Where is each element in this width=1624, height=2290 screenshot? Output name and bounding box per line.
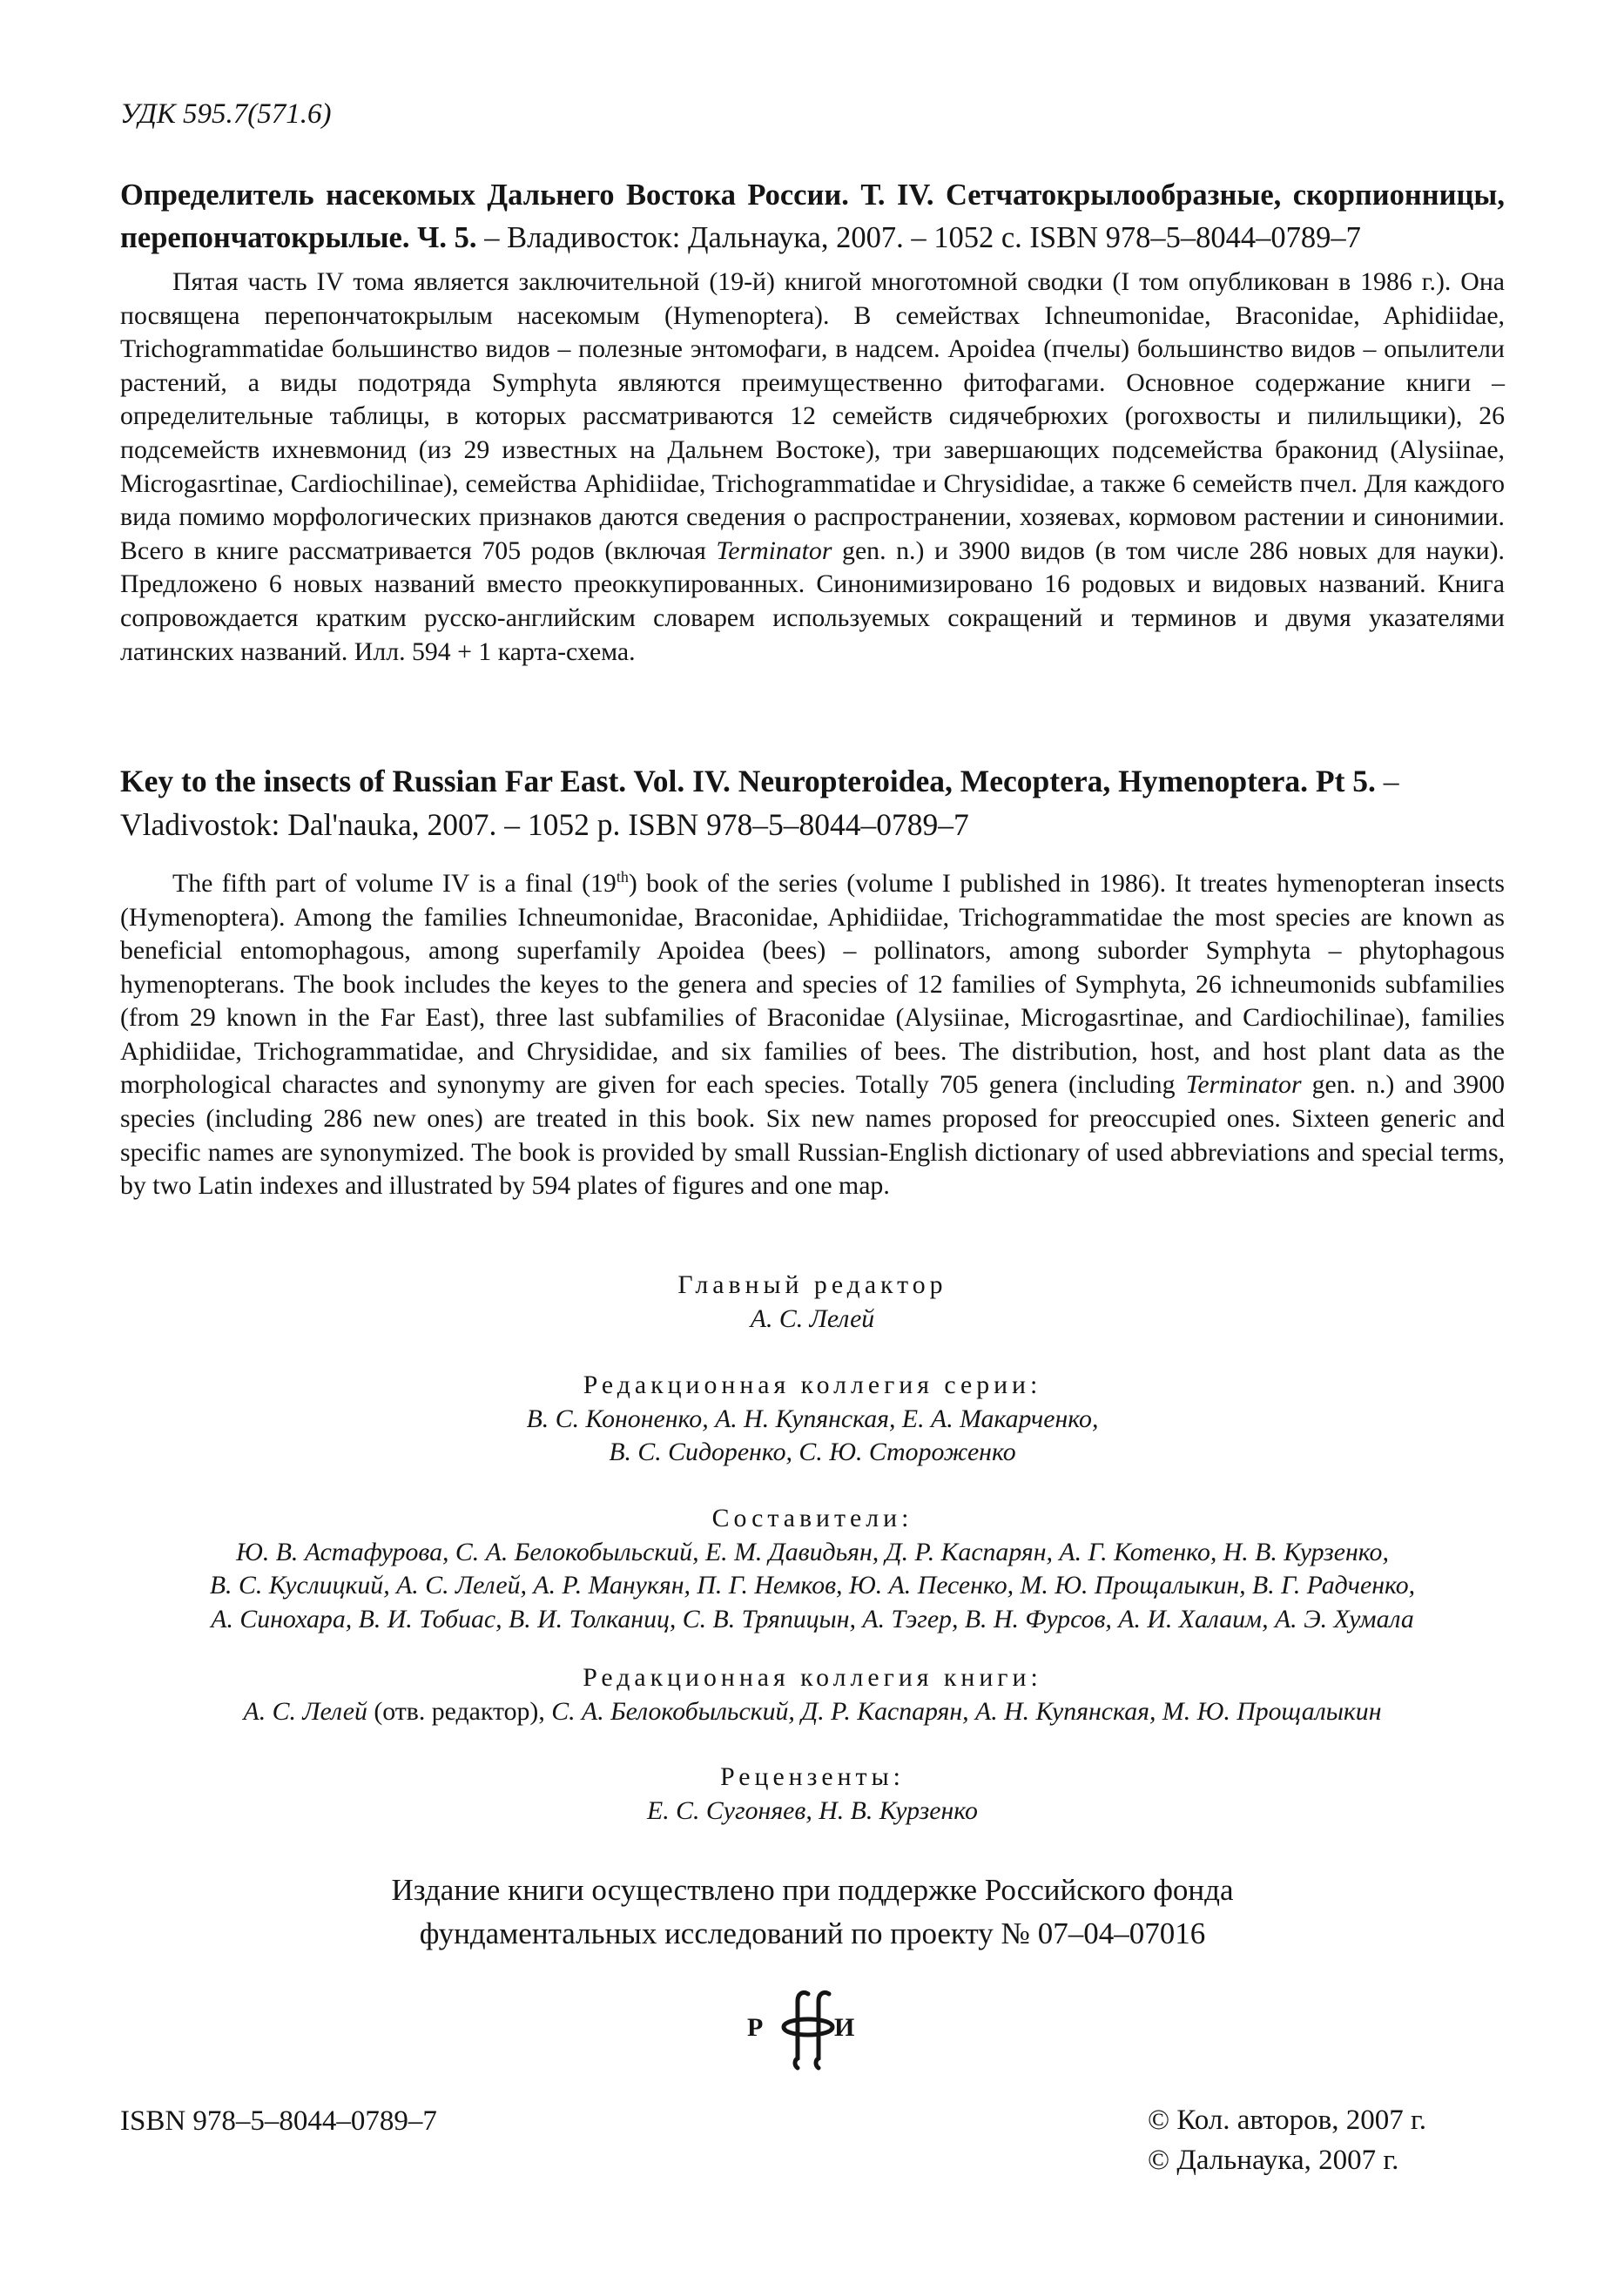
udc-code: УДК 595.7(571.6): [120, 98, 332, 130]
series-board-label: Редакционная коллегия серии:: [583, 1371, 1042, 1399]
english-citation-title: Key to the insects of Russian Far East. Vol. IV. Neuropteroidea, Mecoptera, Hymenoptera. Pt 5.: [120, 764, 1376, 798]
english-abstract-text-2: ) book of the series (volume I published in 1986). It treates hymenopteran insects (Hymenoptera). Among the families Ichneumonidae, Braconidae, Aphidiidae, Trichogrammatidae the most species are known as beneficial entomophagous, among superfamily Apoidea (bees) – pollinators, among suborder Symphyta – phytophagous hymenopterans. The book includes the keyes to the genera and species of 12 families of Symphyta, 26 ichneumonids subfamilies (from 29 known in the Far East), three last subfamilies of Braconidae (Alysiinae, Microgasrtinae, and Cardiochilinae), families Aphidiidae, Trichogrammatidae, and Chrysididae, and six families of bees. The distribution, host, and host plant data as the morphological charactes and synonymy are given for each species. Totally 705 genera (including: [120, 868, 1505, 1100]
russian-abstract-genus: Terminator: [716, 535, 832, 565]
funding-line-2: фундаментальных исследований по проекту № 07–04–07016: [419, 1916, 1206, 1950]
russian-citation: [120, 174, 1505, 259]
series-board-line-1: В. С. Кононенко, А. Н. Купянская, Е. А. Макарченко,: [526, 1404, 1099, 1433]
reviewers-section: [120, 1761, 1505, 1828]
book-board-chief: А. С. Лелей: [243, 1696, 367, 1726]
russian-abstract-text-2: gen. n.) и 3900 видов (в том числе 286 новых для науки). Предложено 6 новых названий вместо преоккупированных. Синонимизировано 16 родовых и видовых названий. Книга сопровождается кратким русско-английским словарем используемых сокращений и терминов и двумя указателями латинских названий. Илл. 594 + 1 карта-схема.: [120, 535, 1505, 666]
compilers-line-1: Ю. В. Астафурова, С. А. Белокобыльский, Е. М. Давидьян, Д. Р. Каспарян, А. Г. Котенко, Н. В. Курзенко,: [236, 1537, 1389, 1566]
copyright-block: [1148, 2100, 1426, 2180]
compilers-section: [120, 1502, 1505, 1636]
rffi-logo-mark: [784, 1992, 832, 2068]
russian-abstract: [120, 266, 1505, 669]
rffi-logo-letter-left: Р: [747, 2013, 764, 2042]
english-citation-dash: –: [1375, 764, 1399, 798]
funding-note: [120, 1869, 1505, 1956]
english-citation-details: Vladivostok: Dal'nauka, 2007. – 1052 p. ISBN 978–5–8044–0789–7: [120, 807, 969, 842]
rffi-logo-letter-right: И: [834, 2013, 855, 2042]
russian-citation-title: Определитель насекомых Дальнего Востока России. Т. IV. Сетчатокрылообразные, скорпионницы, перепончатокрылые. Ч. 5.: [120, 178, 1505, 254]
reviewers-label: Рецензенты:: [720, 1762, 905, 1791]
english-citation: [120, 759, 1505, 846]
copyright-publisher: © Дальнаука, 2007 г.: [1148, 2145, 1399, 2176]
isbn-footer: ISBN 978–5–8044–0789–7: [120, 2105, 437, 2137]
series-board-section: [120, 1369, 1505, 1470]
english-abstract: [120, 860, 1505, 1203]
english-abstract-genus: Terminator: [1185, 1070, 1302, 1100]
book-board-members: С. А. Белокобыльский, Д. Р. Каспарян, А. Н. Купянская, М. Ю. Прощалыкин: [551, 1696, 1382, 1726]
funding-line-1: Издание книги осуществлено при поддержке Российского фонда: [391, 1873, 1234, 1907]
chief-editor-label: Главный редактор: [677, 1270, 947, 1299]
russian-citation-details: – Владивосток: Дальнаука, 2007. – 1052 с. ISBN 978–5–8044–0789–7: [476, 221, 1361, 254]
english-abstract-text-1: The fifth part of volume IV is a final (19: [172, 868, 617, 898]
chief-editor-name: А. С. Лелей: [750, 1303, 875, 1333]
book-board-label: Редакционная коллегия книги:: [583, 1663, 1042, 1692]
english-abstract-text-3: gen. n.) and 3900 species (including 286 new ones) are treated in this book. Six new names proposed for preoccupied ones. Sixteen generic and specific names are synonymized. The book is provided by small Russian-English dictionary of used abbreviations and special terms, by two Latin indexes and illustrated by 594 plates of figures and one map.: [120, 1070, 1506, 1201]
english-abstract-superscript: th: [616, 868, 629, 886]
compilers-line-3: А. Синохара, В. И. Тобиас, В. И. Толканиц, С. В. Тряпицын, А. Тэгер, В. Н. Фурсов, А. И. Халаим, А. Э. Хумала: [211, 1604, 1414, 1633]
copyright-authors: © Кол. авторов, 2007 г.: [1148, 2105, 1427, 2136]
chief-editor-section: [120, 1269, 1505, 1336]
book-board-section: [120, 1661, 1505, 1728]
rffi-logo: [740, 1985, 879, 2072]
compilers-line-2: В. С. Куслицкий, А. С. Лелей, А. Р. Манукян, П. Г. Немков, Ю. А. Песенко, М. Ю. Прощалыкин, В. Г. Радченко,: [209, 1571, 1416, 1600]
series-board-line-2: В. С. Сидоренко, С. Ю. Стороженко: [609, 1438, 1016, 1466]
book-board-note: (отв. редактор),: [367, 1696, 552, 1726]
compilers-label: Составители:: [711, 1504, 913, 1532]
russian-abstract-text-1: Пятая часть IV тома является заключительной (19-й) книгой многотомной сводки (I том опубликован в 1986 г.). Она посвящена перепончатокрылым насекомым (Hymenoptera). В семействах Ichneumonidae, Braconidae, Aphidiidae, Trichogrammatidae большинство видов – полезные энтомофаги, в надсем. Apoidea (пчелы) большинство видов – опылители растений, а виды подотряда Symphyta являются преимущественно фитофагами. Основное содержание книги – определительные таблицы, в которых рассматриваются 12 семейств сидячебрюхих (рогохвосты и пилильщики), 26 подсемейств ихневмонид (из 29 известных на Дальнем Востоке), три завершающих подсемейства браконид (Alysiinae, Microgasrtinae, Cardiochilinae), семейства Aphidiidae, Trichogrammatidae и Chrysididae, а также 6 семейств пчел. Для каждого вида помимо морфологических признаков даются сведения о распространении, хозяевах, кормовом растении и синонимии. Всего в книге рассматривается 705 родов (включая: [120, 267, 1505, 565]
reviewers-names: Е. С. Сугоняев, Н. В. Курзенко: [647, 1795, 978, 1825]
